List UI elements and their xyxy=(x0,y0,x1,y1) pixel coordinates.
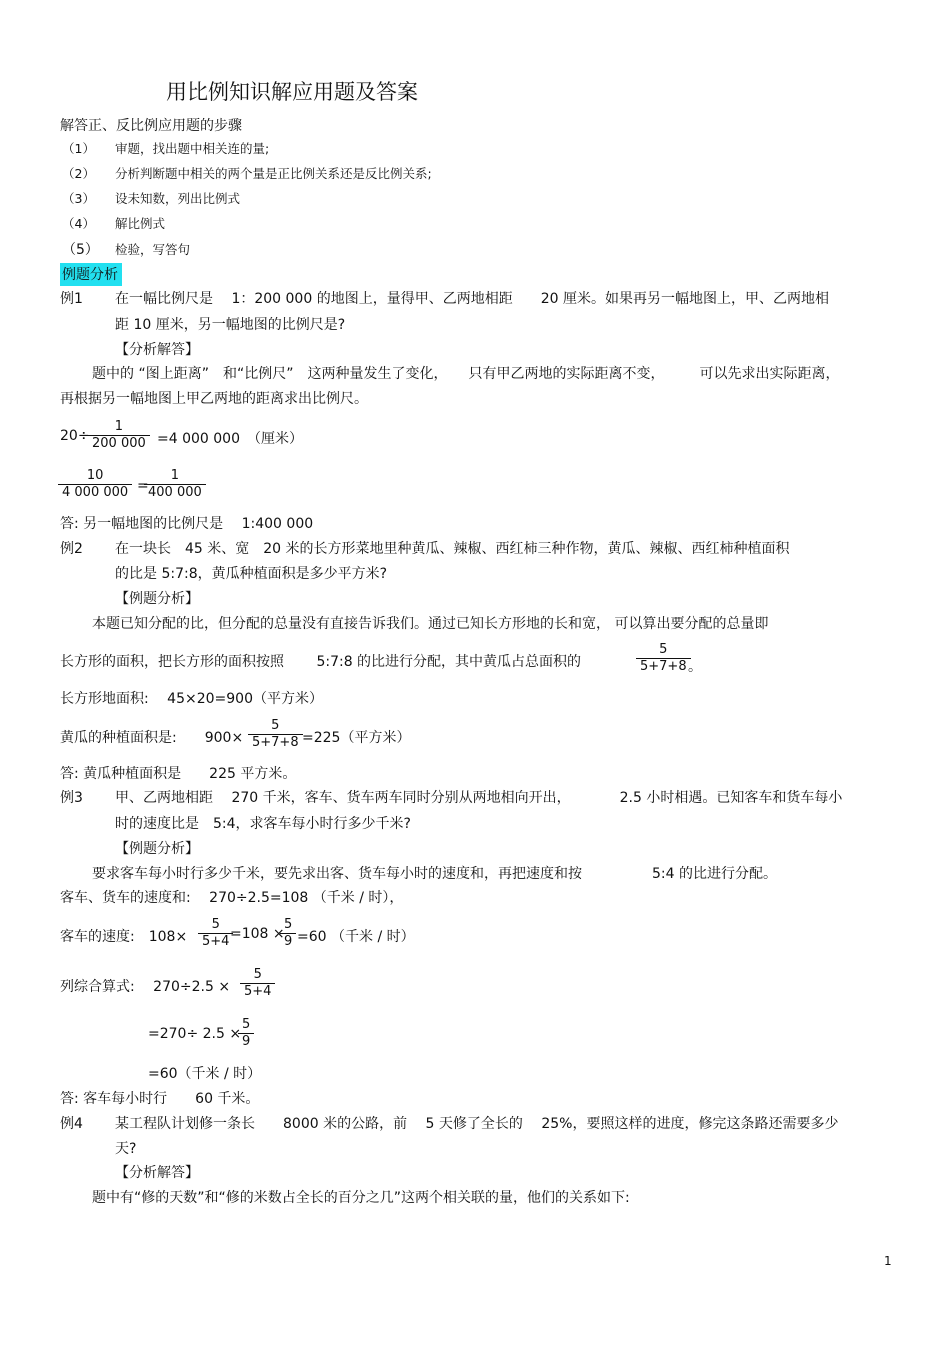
step-number: （5） xyxy=(62,242,99,258)
steps-heading: 解答正、反比例应用题的步骤 xyxy=(60,118,242,134)
fraction-numerator: 5 xyxy=(253,967,262,982)
example-label: 例4 xyxy=(60,1116,83,1132)
step-text: 解比例式 xyxy=(115,216,166,231)
example-question: 在一块长 45 米、宽 20 米的长方形菜地里种黄瓜、辣椒、西红柿三种作物，黄瓜、辣椒、西红柿种植面积 xyxy=(115,541,790,557)
fraction-numerator: 5 xyxy=(659,642,668,657)
fraction xyxy=(144,468,206,501)
calc-text: =108 × xyxy=(230,926,285,942)
page-title: 用比例知识解应用题及答案 xyxy=(166,80,418,104)
calc-text: 客车、货车的速度和: 270÷2.5=108 （千米 / 时）， xyxy=(60,890,404,906)
fraction-denominator: 5+7+8 xyxy=(640,659,687,674)
calc-text: 黄瓜的种植面积是: 900× xyxy=(60,730,244,746)
fraction xyxy=(240,967,275,1000)
example-question: 距 10 厘米，另一幅地图的比例尺是? xyxy=(115,317,346,333)
calc-text: 客车的速度: 108× xyxy=(60,929,188,945)
calc-text: =270÷ 2.5 × xyxy=(148,1026,242,1042)
fraction-numerator: 5 xyxy=(211,917,220,932)
example-question: 某工程队计划修一条长 8000 米的公路，前 5 天修了全长的 25%，要照这样的进度，修完这条路还需要多少 xyxy=(115,1116,839,1132)
fraction-denominator: 200 000 xyxy=(92,436,146,451)
calc-text: =60 （千米 / 时） xyxy=(297,929,415,945)
answer-text: 答: 黄瓜种植面积是 225 平方米。 xyxy=(60,766,297,782)
example-question: 的比是 5:7:8，黄瓜种植面积是多少平方米? xyxy=(115,566,388,582)
analysis-text: 本题已知分配的比，但分配的总量没有直接告诉我们。通过已知长方形地的长和宽， 可以算出要分配的总量即 xyxy=(92,616,769,632)
step-number: （2） xyxy=(62,166,95,181)
fraction-denominator: 5+4 xyxy=(244,984,272,999)
section-label: 例题分析 xyxy=(60,263,122,286)
step-text: 审题，找出题中相关连的量; xyxy=(115,141,270,156)
step-number: （3） xyxy=(62,191,95,206)
example-question: 甲、乙两地相距 270 千米，客车、货车两车同时分别从两地相向开出， 2.5 小时相遇。已知客车和货车每小 xyxy=(115,790,843,806)
calc-text: =225（平方米） xyxy=(302,730,411,746)
step-text: 分析判断题中相关的两个量是正比例关系还是反比例关系; xyxy=(115,166,432,181)
calc-text: 长方形地面积: 45×20=900（平方米） xyxy=(60,691,323,707)
example-question: 时的速度比是 5:4，求客车每小时行多少千米? xyxy=(115,816,411,832)
fraction-numerator: 5 xyxy=(271,718,280,733)
analysis-label: 【例题分析】 xyxy=(115,591,199,607)
example-label: 例1 xyxy=(60,291,83,307)
analysis-text: 要求客车每小时行多少千米，要先求出客、货车每小时的速度和，再把速度和按 5:4 的比进行分配。 xyxy=(92,866,777,882)
fraction-numerator: 5 xyxy=(242,1017,251,1032)
example-label: 例2 xyxy=(60,541,83,557)
answer-text: 答: 另一幅地图的比例尺是 1:400 000 xyxy=(60,516,314,532)
fraction-denominator: 4 000 000 xyxy=(62,485,129,500)
calc-text: 20÷ xyxy=(60,428,90,444)
analysis-text: 再根据另一幅地图上甲乙两地的距离求出比例尺。 xyxy=(60,391,368,407)
fraction xyxy=(58,468,132,501)
analysis-label: 【分析解答】 xyxy=(115,1165,199,1181)
fraction-denominator: 5+4 xyxy=(202,934,230,949)
page-number: 1 xyxy=(884,1254,892,1268)
fraction-numerator: 1 xyxy=(170,468,180,483)
calc-text: = xyxy=(137,478,149,494)
step-text: 设未知数，列出比例式 xyxy=(115,191,241,206)
fraction xyxy=(248,718,303,751)
step-number: （1） xyxy=(62,141,95,156)
fraction-denominator: 400 000 xyxy=(148,485,202,500)
fraction-denominator: 9 xyxy=(242,1034,251,1049)
fraction xyxy=(280,917,296,950)
fraction xyxy=(636,642,691,675)
analysis-text: 长方形的面积，把长方形的面积按照 5:7:8 的比进行分配，其中黄瓜占总面积的 xyxy=(60,654,582,670)
analysis-text: 题中有“修的天数”和“修的米数占全长的百分之几”这两个相关联的量，他们的关系如下: xyxy=(92,1190,630,1206)
fraction xyxy=(88,419,150,452)
fraction-denominator: 9 xyxy=(284,934,293,949)
analysis-text: 。 xyxy=(688,659,702,675)
fraction-numerator: 10 xyxy=(86,468,104,483)
fraction-numerator: 1 xyxy=(114,419,124,434)
fraction-numerator: 5 xyxy=(284,917,293,932)
answer-text: 答: 客车每小时行 60 千米。 xyxy=(60,1091,260,1107)
analysis-text: 题中的 “图上距离” 和“比例尺” 这两种量发生了变化， 只有甲乙两地的实际距离不变， 可以先求出实际距离， xyxy=(92,366,840,382)
analysis-label: 【分析解答】 xyxy=(115,342,199,358)
example-label: 例3 xyxy=(60,790,83,806)
analysis-label: 【例题分析】 xyxy=(115,841,199,857)
example-question: 天? xyxy=(115,1141,137,1157)
step-number: （4） xyxy=(62,216,95,231)
fraction xyxy=(198,917,233,950)
fraction-denominator: 5+7+8 xyxy=(252,735,299,750)
fraction xyxy=(238,1017,254,1050)
step-text: 检验，写答句 xyxy=(115,242,191,257)
example-question: 在一幅比例尺是 1：200 000 的地图上，量得甲、乙两地相距 20 厘米。如果再另一幅地图上，甲、乙两地相 xyxy=(115,291,829,307)
calc-text: =4 000 000 （厘米） xyxy=(157,431,303,447)
calc-text: 列综合算式: 270÷2.5 × xyxy=(60,979,231,995)
calc-text: =60（千米 / 时） xyxy=(148,1066,262,1082)
